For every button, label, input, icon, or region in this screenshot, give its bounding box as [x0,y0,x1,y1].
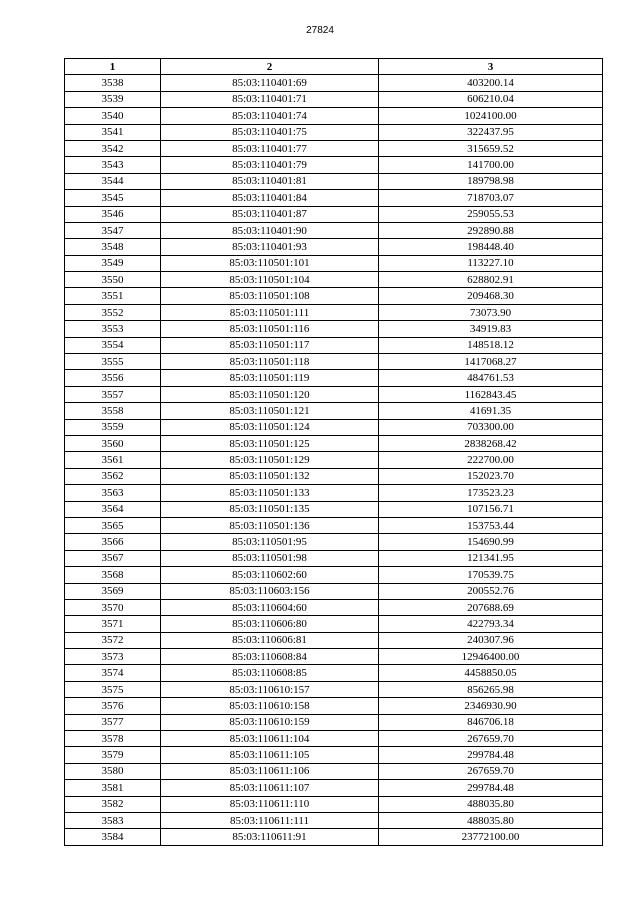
cadastral-number-cell: 85:03:110501:101 [161,255,379,271]
cadastral-number-cell: 85:03:110401:93 [161,239,379,255]
table-row [65,419,603,435]
header-row [65,59,603,75]
cadastral-number-cell: 85:03:110501:125 [161,435,379,451]
cadastral-number-cell: 85:03:110501:116 [161,321,379,337]
row-number-cell: 3575 [65,681,161,697]
page-number: 27824 [306,25,334,36]
row-number-cell: 3546 [65,206,161,222]
cadastral-number-cell: 85:03:110611:105 [161,747,379,763]
value-cell: 198448.40 [379,239,603,255]
column-header-1: 1 [65,59,161,75]
value-cell: 207688.69 [379,599,603,615]
cadastral-number-cell: 85:03:110501:129 [161,452,379,468]
cadastral-number-cell: 85:03:110501:124 [161,419,379,435]
row-number-cell: 3551 [65,288,161,304]
table-row [65,796,603,812]
row-number-cell: 3540 [65,108,161,124]
row-number-cell: 3543 [65,157,161,173]
row-number-cell: 3578 [65,731,161,747]
table-row [65,370,603,386]
cadastral-number-cell: 85:03:110610:158 [161,698,379,714]
table-row [65,140,603,156]
table-row [65,632,603,648]
table-row [65,403,603,419]
row-number-cell: 3582 [65,796,161,812]
table-row [65,190,603,206]
table-row [65,386,603,402]
table-row [65,649,603,665]
cadastral-number-cell: 85:03:110606:81 [161,632,379,648]
value-cell: 2346930.90 [379,698,603,714]
value-cell: 154690.99 [379,534,603,550]
cadastral-number-cell: 85:03:110401:77 [161,140,379,156]
cadastral-number-cell: 85:03:110401:81 [161,173,379,189]
table-row [65,780,603,796]
cadastral-number-cell: 85:03:110604:60 [161,599,379,615]
table-row [65,599,603,615]
column-header-2: 2 [161,59,379,75]
value-cell: 1024100.00 [379,108,603,124]
cadastral-number-cell: 85:03:110501:119 [161,370,379,386]
value-cell: 189798.98 [379,173,603,189]
row-number-cell: 3565 [65,517,161,533]
table-row [65,550,603,566]
table-row [65,272,603,288]
table-row [65,435,603,451]
table-row [65,567,603,583]
table-row [65,517,603,533]
cadastral-number-cell: 85:03:110501:98 [161,550,379,566]
cadastral-number-cell: 85:03:110401:74 [161,108,379,124]
value-cell: 41691.35 [379,403,603,419]
row-number-cell: 3570 [65,599,161,615]
cadastral-number-cell: 85:03:110501:136 [161,517,379,533]
cadastral-number-cell: 85:03:110501:132 [161,468,379,484]
cadastral-number-cell: 85:03:110501:95 [161,534,379,550]
row-number-cell: 3563 [65,485,161,501]
value-cell: 606210.04 [379,91,603,107]
row-number-cell: 3572 [65,632,161,648]
row-number-cell: 3544 [65,173,161,189]
cadastral-number-cell: 85:03:110611:104 [161,731,379,747]
row-number-cell: 3583 [65,812,161,828]
cadastral-number-cell: 85:03:110501:108 [161,288,379,304]
cadastral-number-cell: 85:03:110610:159 [161,714,379,730]
value-cell: 703300.00 [379,419,603,435]
cadastral-number-cell: 85:03:110501:121 [161,403,379,419]
value-cell: 267659.70 [379,731,603,747]
value-cell: 2838268.42 [379,435,603,451]
value-cell: 315659.52 [379,140,603,156]
cadastral-number-cell: 85:03:110602:60 [161,567,379,583]
row-number-cell: 3579 [65,747,161,763]
table-row [65,91,603,107]
row-number-cell: 3552 [65,304,161,320]
column-header-3: 3 [379,59,603,75]
value-cell: 12946400.00 [379,649,603,665]
row-number-cell: 3542 [65,140,161,156]
row-number-cell: 3562 [65,468,161,484]
row-number-cell: 3580 [65,763,161,779]
cadastral-number-cell: 85:03:110401:87 [161,206,379,222]
cadastral-number-cell: 85:03:110401:84 [161,190,379,206]
value-cell: 222700.00 [379,452,603,468]
value-cell: 170539.75 [379,567,603,583]
value-cell: 152023.70 [379,468,603,484]
table-row [65,829,603,845]
table-row [65,616,603,632]
row-number-cell: 3541 [65,124,161,140]
table-header [65,59,603,75]
row-number-cell: 3561 [65,452,161,468]
value-cell: 153753.44 [379,517,603,533]
value-cell: 488035.80 [379,796,603,812]
row-number-cell: 3571 [65,616,161,632]
table-row [65,534,603,550]
value-cell: 173523.23 [379,485,603,501]
row-number-cell: 3548 [65,239,161,255]
row-number-cell: 3584 [65,829,161,845]
registry-table [64,58,603,846]
row-number-cell: 3576 [65,698,161,714]
cadastral-number-cell: 85:03:110611:91 [161,829,379,845]
cadastral-number-cell: 85:03:110501:133 [161,485,379,501]
table-row [65,714,603,730]
table-row [65,583,603,599]
value-cell: 488035.80 [379,812,603,828]
cadastral-number-cell: 85:03:110611:111 [161,812,379,828]
value-cell: 73073.90 [379,304,603,320]
table-row [65,731,603,747]
value-cell: 422793.34 [379,616,603,632]
row-number-cell: 3574 [65,665,161,681]
value-cell: 34919.83 [379,321,603,337]
table-row [65,206,603,222]
table-row [65,255,603,271]
table-row [65,75,603,91]
value-cell: 403200.14 [379,75,603,91]
value-cell: 322437.95 [379,124,603,140]
table-row [65,485,603,501]
cadastral-number-cell: 85:03:110611:110 [161,796,379,812]
cadastral-number-cell: 85:03:110610:157 [161,681,379,697]
row-number-cell: 3567 [65,550,161,566]
table-row [65,501,603,517]
value-cell: 141700.00 [379,157,603,173]
value-cell: 484761.53 [379,370,603,386]
cadastral-number-cell: 85:03:110401:71 [161,91,379,107]
row-number-cell: 3547 [65,222,161,238]
cadastral-number-cell: 85:03:110501:104 [161,272,379,288]
table-row [65,468,603,484]
table-row [65,763,603,779]
table-row [65,108,603,124]
value-cell: 121341.95 [379,550,603,566]
table-row [65,812,603,828]
cadastral-number-cell: 85:03:110611:106 [161,763,379,779]
cadastral-number-cell: 85:03:110501:135 [161,501,379,517]
cadastral-number-cell: 85:03:110401:79 [161,157,379,173]
row-number-cell: 3559 [65,419,161,435]
row-number-cell: 3566 [65,534,161,550]
table-row [65,288,603,304]
table-row [65,124,603,140]
row-number-cell: 3558 [65,403,161,419]
value-cell: 240307.96 [379,632,603,648]
cadastral-number-cell: 85:03:110501:120 [161,386,379,402]
cadastral-number-cell: 85:03:110603:156 [161,583,379,599]
value-cell: 259055.53 [379,206,603,222]
value-cell: 209468.30 [379,288,603,304]
table-row [65,354,603,370]
cadastral-number-cell: 85:03:110608:85 [161,665,379,681]
table-row [65,747,603,763]
row-number-cell: 3538 [65,75,161,91]
value-cell: 292890.88 [379,222,603,238]
cadastral-number-cell: 85:03:110611:107 [161,780,379,796]
row-number-cell: 3553 [65,321,161,337]
row-number-cell: 3550 [65,272,161,288]
table-row [65,452,603,468]
row-number-cell: 3554 [65,337,161,353]
value-cell: 628802.91 [379,272,603,288]
table-row [65,337,603,353]
cadastral-number-cell: 85:03:110608:84 [161,649,379,665]
row-number-cell: 3560 [65,435,161,451]
table-row [65,698,603,714]
value-cell: 200552.76 [379,583,603,599]
value-cell: 148518.12 [379,337,603,353]
row-number-cell: 3577 [65,714,161,730]
cadastral-number-cell: 85:03:110401:90 [161,222,379,238]
value-cell: 299784.48 [379,780,603,796]
cadastral-number-cell: 85:03:110501:118 [161,354,379,370]
row-number-cell: 3573 [65,649,161,665]
value-cell: 846706.18 [379,714,603,730]
value-cell: 1417068.27 [379,354,603,370]
row-number-cell: 3581 [65,780,161,796]
row-number-cell: 3549 [65,255,161,271]
row-number-cell: 3564 [65,501,161,517]
cadastral-number-cell: 85:03:110501:111 [161,304,379,320]
value-cell: 113227.10 [379,255,603,271]
row-number-cell: 3555 [65,354,161,370]
value-cell: 23772100.00 [379,829,603,845]
cadastral-number-cell: 85:03:110401:75 [161,124,379,140]
cadastral-number-cell: 85:03:110606:80 [161,616,379,632]
row-number-cell: 3568 [65,567,161,583]
value-cell: 856265.98 [379,681,603,697]
table-row [65,222,603,238]
value-cell: 1162843.45 [379,386,603,402]
table-row [65,157,603,173]
value-cell: 267659.70 [379,763,603,779]
cadastral-number-cell: 85:03:110501:117 [161,337,379,353]
value-cell: 4458850.05 [379,665,603,681]
value-cell: 718703.07 [379,190,603,206]
table-row [65,173,603,189]
value-cell: 107156.71 [379,501,603,517]
value-cell: 299784.48 [379,747,603,763]
row-number-cell: 3569 [65,583,161,599]
table-row [65,304,603,320]
cadastral-number-cell: 85:03:110401:69 [161,75,379,91]
table-row [65,239,603,255]
table-body [65,75,603,845]
row-number-cell: 3556 [65,370,161,386]
table-row [65,681,603,697]
row-number-cell: 3557 [65,386,161,402]
table-row [65,665,603,681]
row-number-cell: 3539 [65,91,161,107]
row-number-cell: 3545 [65,190,161,206]
table-row [65,321,603,337]
